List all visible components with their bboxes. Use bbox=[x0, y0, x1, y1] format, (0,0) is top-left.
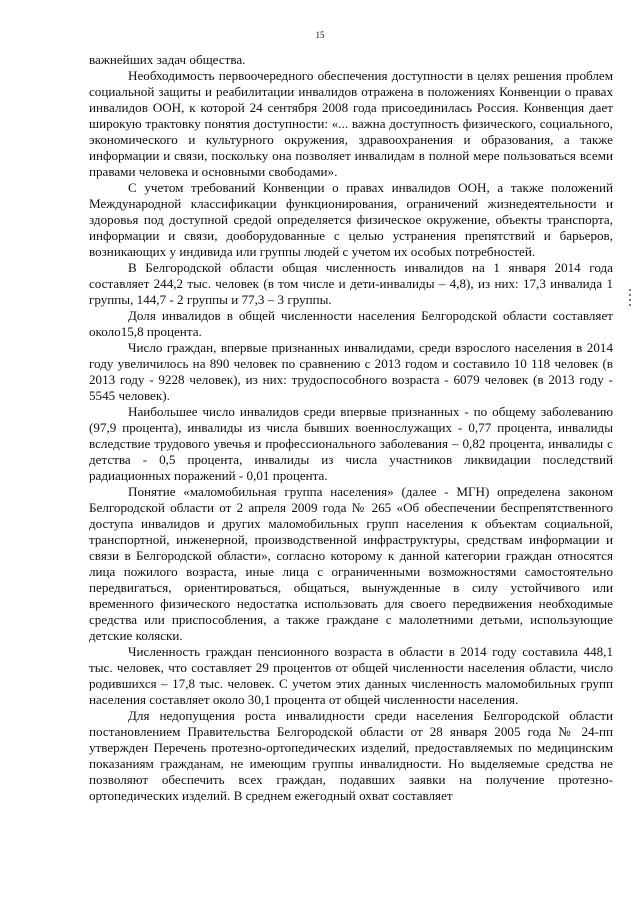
paragraph-convention-accessibility: Необходимость первоочередного обеспечения доступности в целях решения проблем социальной защиты и реабилитации инвалидов отражена в положениях Конвенции о правах инвалидов ООН, к которой 24 сентября 2008 года присоединилась Россия. Конвенция дает широкую трактовку понятия доступности: «... важна доступность физического, социального, экономического и культурного окружения, здравоохранения и образования, а также информации и связи, поскольку она позволяет инвалидам в полной мере пользоваться всеми правами человека и основными свободами». bbox=[89, 68, 613, 179]
scan-mark bbox=[629, 294, 631, 296]
scan-margin-marks bbox=[627, 289, 633, 311]
scan-mark bbox=[629, 304, 631, 306]
document-body bbox=[89, 52, 613, 804]
paragraph-continuation: важнейших задач общества. bbox=[89, 52, 246, 67]
paragraph-mgn-definition: Понятие «маломобильная группа населения» (далее - МГН) определена законом Белгородской области от 2 апреля 2009 года № 265 «Об обеспечении беспрепятственного доступа инвалидов и других маломобильных групп населения к объектам социальной, транспортной, инженерной, производственной инфраструктуры, средствам информации и связи в Белгородской области», согласно которому к данной категории граждан относятся лица пожилого возраста, иные лица с ограниченными возможностями самостоятельно передвигаться, ориентироваться, общаться, вынужденные в силу устойчивого или временного физического недостатка использовать для своего передвижения необходимые средства или приспособления, а также граждане с малолетними детьми, использующие детские коляски. bbox=[89, 484, 613, 643]
paragraph-prosthetic-products: Для недопущения роста инвалидности среди населения Белгородской области постановлением Правительства Белгородской области от 28 января 2005 года № 24-пп утвержден Перечень протезно-ортопедических изделий, предоставляемых по медицинским показаниям гражданам, не имеющим группы инвалидности. Но выделяемые средства не позволяют обеспечить всех граждан, подавших заявки на получение протезно-ортопедических изделий. В среднем ежегодный охват составляет bbox=[89, 708, 613, 803]
page-number: 15 bbox=[315, 30, 325, 40]
scan-mark bbox=[629, 289, 631, 291]
paragraph-accessible-environment: С учетом требований Конвенции о правах инвалидов ООН, а также положений Международной классификации функционирования, ограничений жизнедеятельности и здоровья под доступной средой определяется физическое окружение, объекты транспорта, информации и связи, дооборудованные с целью устранения препятствий и барьеров, возникающих у индивида или группы людей с учетом их особых потребностей. bbox=[89, 180, 613, 259]
paragraph-disabled-count: В Белгородской области общая численность инвалидов на 1 января 2014 года составляет 244,2 тыс. человек (в том числе и дети-инвалиды – 4,8), из них: 17,3 инвалида 1 группы, 144,7 - 2 группы и 77,3 – 3 группы. bbox=[89, 260, 613, 307]
scan-mark bbox=[629, 299, 631, 301]
paragraph-pension-age: Численность граждан пенсионного возраста в области в 2014 году составила 448,1 тыс. человек, что составляет 29 процентов от общей численности населения области, число родившихся – 17,8 тыс. человек. С учетом этих данных численность маломобильных групп населения составляет около 30,1 процента от общей численности населения. bbox=[89, 644, 613, 707]
paragraph-disabled-share: Доля инвалидов в общей численности населения Белгородской области составляет около15,8 процента. bbox=[89, 308, 613, 339]
paragraph-first-recognized: Число граждан, впервые признанных инвалидами, среди взрослого населения в 2014 году увеличилось на 890 человек по сравнению с 2013 годом и составило 10 118 человек (в 2013 году - 9228 человек), из них: трудоспособного возраста - 6079 человек (в 2013 году - 5545 человек). bbox=[89, 340, 613, 403]
paragraph-causes: Наибольшее число инвалидов среди впервые признанных - по общему заболеванию (97,9 процента), инвалиды из числа бывших военнослужащих - 0,77 процента, инвалиды вследствие трудового увечья и профессионального заболевания – 0,82 процента, инвалиды с детства - 0,5 процента, инвалиды из числа участников ликвидации последствий радиационных поражений - 0,01 процента. bbox=[89, 404, 613, 483]
